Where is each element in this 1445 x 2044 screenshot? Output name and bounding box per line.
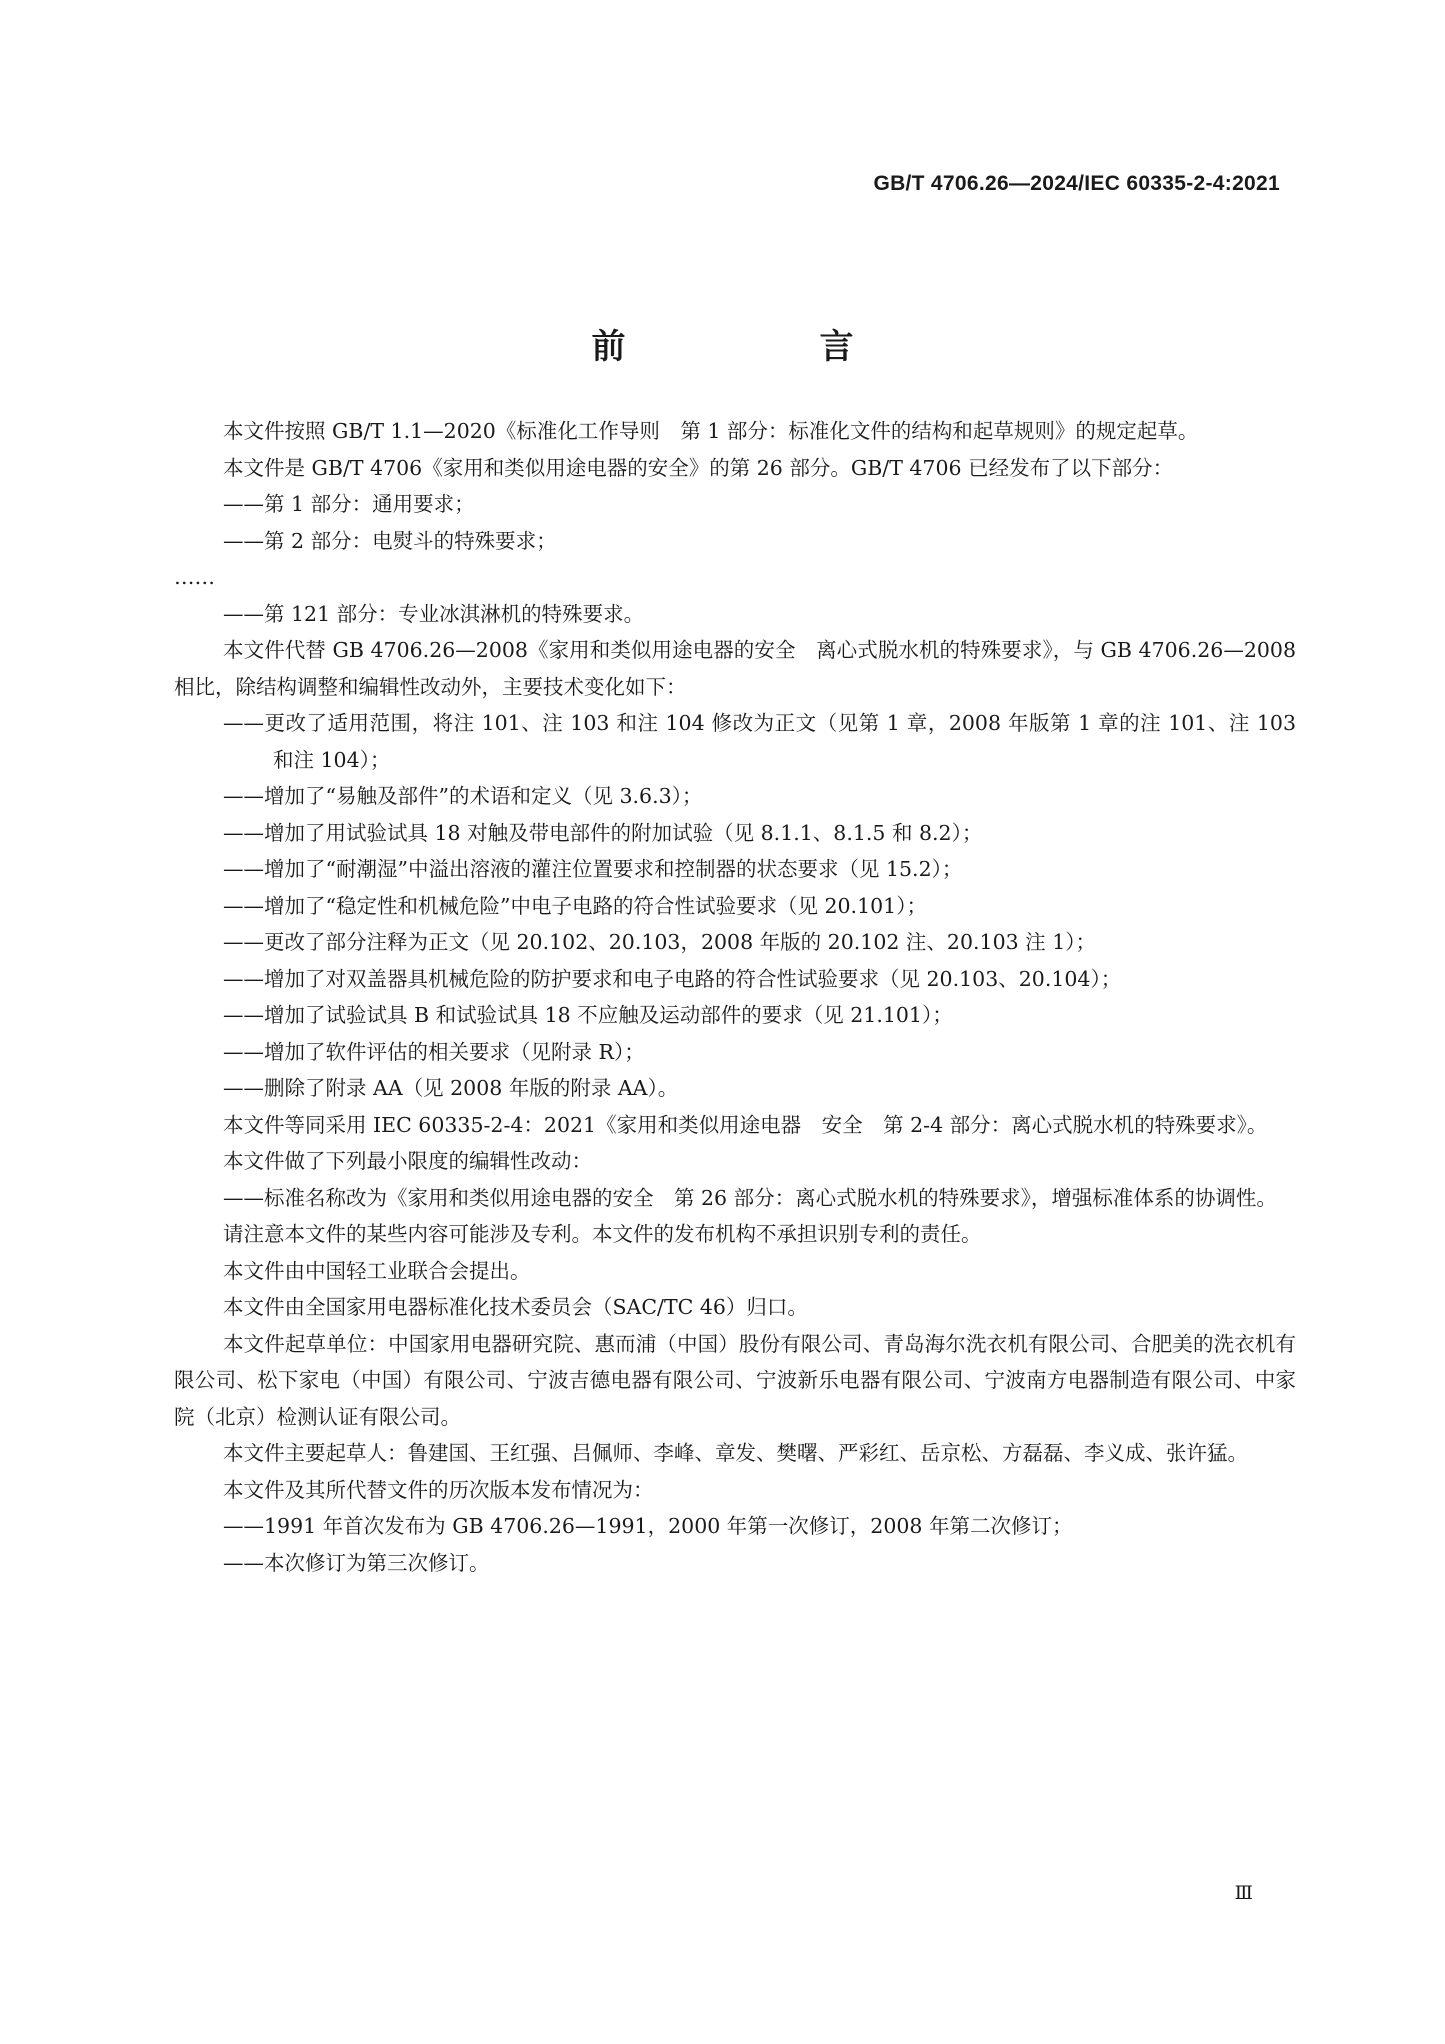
dash-list-item — [174, 523, 1296, 560]
page-title: 前 言 — [591, 326, 934, 367]
dash-list-item-text: ——增加了软件评估的相关要求（见附录 R）； — [223, 1039, 645, 1064]
body-paragraph: 本文件主要起草人：鲁建国、王红强、吕佩师、李峰、章发、樊曙、严彩红、岳京松、方磊磊、李义成、张许猛。 — [223, 1441, 1248, 1465]
dash-list-item-text: ——增加了对双盖器具机械危险的防护要求和电子电路的符合性试验要求（见 20.103、20.104）； — [223, 966, 1122, 991]
dash-list-item — [174, 1508, 1296, 1545]
body-paragraph: 本文件等同采用 IEC 60335-2-4：2021《家用和类似用途电器 安全 第 2-4 部分：离心式脱水机的特殊要求》。 — [223, 1112, 1268, 1137]
body-paragraph: 本文件是 GB/T 4706《家用和类似用途电器的安全》的第 26 部分。GB/T 4706 已经发布了以下部分： — [223, 455, 1174, 480]
body-paragraph: 本文件做了下列最小限度的编辑性改动： — [223, 1149, 592, 1173]
dash-list-item-text: ——第 1 部分：通用要求； — [223, 492, 475, 516]
body-paragraph: 请注意本文件的某些内容可能涉及专利。本文件的发布机构不承担识别专利的责任。 — [223, 1222, 982, 1246]
dash-list-item-text: ——增加了试验试具 B 和试验试具 18 不应触及运动部件的要求（见 21.101）； — [223, 1003, 953, 1027]
dash-list-item — [174, 596, 1296, 633]
dash-list-item — [174, 961, 1296, 998]
dash-list-item-text: ——更改了适用范围，将注 101、注 103 和注 104 修改为正文（见第 1 章，2008 年版第 1 章的注 101、注 103 和注 104）； — [223, 711, 1296, 772]
body-paragraph: 本文件按照 GB/T 1.1—2020《标准化工作导则 第 1 部分：标准化文件的结构和起草规则》的规定起草。 — [223, 419, 1199, 443]
dash-list-item — [174, 486, 1296, 523]
dash-list-item — [174, 1545, 1296, 1582]
dash-list-item-text: ——增加了“耐潮湿”中溢出溶液的灌注位置要求和控制器的状态要求（见 15.2）； — [223, 857, 963, 881]
dash-list-item-text: ——本次修订为第三次修订。 — [223, 1550, 490, 1575]
dash-list-item-text: ——增加了“稳定性和机械危险”中电子电路的符合性试验要求（见 20.101）； — [223, 893, 927, 918]
list-ellipsis: …… — [174, 565, 215, 589]
dash-list-item — [174, 1180, 1296, 1217]
dash-list-item — [174, 705, 1296, 778]
body-paragraph: 本文件代替 GB 4706.26—2008《家用和类似用途电器的安全 离心式脱水机的特殊要求》，与 GB 4706.26—2008 相比，除结构调整和编辑性改动外，主要技术变化如下： — [174, 638, 1296, 699]
dash-list-item-text: ——增加了“易触及部件”的术语和定义（见 3.6.3）； — [223, 784, 703, 808]
document-code: GB/T 4706.26—2024/IEC 60335-2-4:2021 — [873, 172, 1280, 195]
body-paragraph: 本文件及其所代替文件的历次版本发布情况为： — [223, 1477, 654, 1502]
dash-list-item-text: ——增加了用试验试具 18 对触及带电部件的附加试验（见 8.1.1、8.1.5 和 8.2）； — [223, 820, 983, 845]
dash-list-item-text: ——删除了附录 AA（见 2008 年版的附录 AA）。 — [223, 1076, 679, 1100]
dash-list-item — [174, 815, 1296, 852]
dash-list-item-text: ——标准名称改为《家用和类似用途电器的安全 第 26 部分：离心式脱水机的特殊要求》，增强标准体系的协调性。 — [223, 1185, 1277, 1210]
dash-list-item-text: ——1991 年首次发布为 GB 4706.26—1991，2000 年第一次修订，2008 年第二次修订； — [223, 1514, 1073, 1538]
dash-list-item-text: ——第 121 部分：专业冰淇淋机的特殊要求。 — [223, 601, 645, 626]
dash-list-item — [174, 924, 1296, 961]
page-number: Ⅲ — [1234, 1883, 1253, 1904]
foreword-body — [174, 413, 1296, 1581]
dash-list-item-text: ——更改了部分注释为正文（见 20.102、20.103，2008 年版的 20.102 注、20.103 注 1）； — [223, 930, 1096, 954]
dash-list-item — [174, 1070, 1296, 1107]
dash-list-item — [174, 888, 1296, 925]
dash-list-item — [174, 778, 1296, 815]
dash-list-item — [174, 1034, 1296, 1071]
dash-list-item — [174, 851, 1296, 888]
dash-list-item — [174, 997, 1296, 1034]
body-paragraph: 本文件由中国轻工业联合会提出。 — [223, 1258, 531, 1283]
body-paragraph: 本文件由全国家用电器标准化技术委员会（SAC/TC 46）归口。 — [223, 1295, 808, 1319]
dash-list-item-text: ——第 2 部分：电熨斗的特殊要求； — [223, 528, 557, 553]
body-paragraph: 本文件起草单位：中国家用电器研究院、惠而浦（中国）股份有限公司、青岛海尔洗衣机有限公司、合肥美的洗衣机有限公司、松下家电（中国）有限公司、宁波吉德电器有限公司、宁波新乐电器有限公司、宁波南方电器制造有限公司、中家院（北京）检测认证有限公司。 — [174, 1331, 1296, 1429]
